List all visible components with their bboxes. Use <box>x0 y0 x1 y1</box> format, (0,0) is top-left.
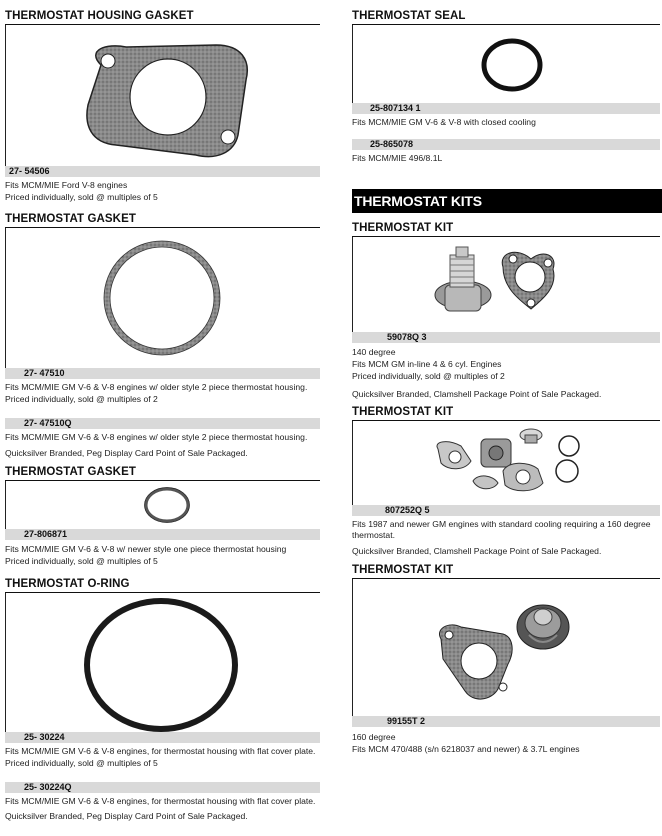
part-description: 140 degree <box>352 347 396 357</box>
part-description: Quicksilver Branded, Peg Display Card Point of Sale Packaged. <box>5 811 248 821</box>
part-number-bar <box>5 529 320 540</box>
part-number: 99155T 2 <box>387 716 426 726</box>
kit-illustration <box>353 421 661 505</box>
part-number-bar <box>352 505 660 516</box>
part-description: Priced individually, sold @ multiples of 5 <box>5 758 158 768</box>
part-description: Quicksilver Branded, Peg Display Card Point of Sale Packaged. <box>5 448 248 458</box>
kit-illustration <box>353 237 661 332</box>
gasket-image <box>5 228 320 368</box>
part-description: Fits MCM/MIE GM V-6 & V-8 engines, for thermostat housing with flat cover plate. <box>5 796 316 806</box>
part-number: 25- 30224 <box>24 732 65 742</box>
part-description: Fits MCM/MIE GM V-6 & V-8 w/ newer style one piece thermostat housing <box>5 544 287 554</box>
part-number: 807252Q 5 <box>385 505 430 515</box>
part-description: Priced individually, sold @ multiples of 5 <box>5 192 158 202</box>
section-title-housing-gasket: THERMOSTAT HOUSING GASKET <box>5 10 320 25</box>
part-description: Fits MCM/MIE Ford V-8 engines <box>5 180 128 190</box>
part-description: Fits MCM 470/488 (s/n 6218037 and newer) & 3.7L engines <box>352 744 580 754</box>
part-number: 59078Q 3 <box>387 332 427 342</box>
section-title-o-ring: THERMOSTAT O-RING <box>5 578 320 593</box>
part-number-bar <box>5 732 320 743</box>
section-title-seal: THERMOSTAT SEAL <box>352 10 660 25</box>
kit-image <box>352 421 660 505</box>
part-number-bar <box>5 782 320 793</box>
section-title-kit: THERMOSTAT KIT <box>352 564 660 579</box>
part-description: Fits MCM/MIE 496/8.1L <box>352 153 443 163</box>
part-description: 160 degree <box>352 732 396 742</box>
part-description: Quicksilver Branded, Clamshell Package Point of Sale Packaged. <box>352 546 602 556</box>
part-number: 27- 54506 <box>9 166 50 176</box>
part-number-bar <box>5 368 320 379</box>
part-number: 25- 30224Q <box>24 782 72 792</box>
o-ring-icon <box>556 436 579 482</box>
o-ring-image <box>5 593 320 732</box>
part-description: Quicksilver Branded, Clamshell Package Point of Sale Packaged. <box>352 389 602 399</box>
seal-illustration <box>353 25 661 103</box>
seal-image <box>352 25 660 103</box>
part-number-bar <box>352 716 660 727</box>
kit-image <box>352 237 660 332</box>
part-number-bar <box>5 166 320 177</box>
thermostat-icon <box>520 429 542 443</box>
o-ring-illustration <box>6 593 321 732</box>
thermostat-icon <box>435 247 491 311</box>
kit-illustration <box>353 579 661 716</box>
thermostat-kits-banner: THERMOSTAT KITS <box>352 189 662 213</box>
gasket-illustration <box>6 228 321 368</box>
part-number-bar <box>352 139 660 150</box>
part-description: Fits MCM/MIE GM V-6 & V-8 engines w/ older style 2 piece thermostat housing. <box>5 382 308 392</box>
part-description: Priced individually, sold @ multiples of 2 <box>352 371 505 381</box>
section-title-kit: THERMOSTAT KIT <box>352 406 660 421</box>
gasket-illustration <box>6 481 321 529</box>
gasket-icon <box>439 625 512 699</box>
part-number-bar <box>352 103 660 114</box>
thermostat-icon <box>517 605 569 649</box>
housing-gasket-illustration <box>6 25 321 166</box>
section-title-gasket: THERMOSTAT GASKET <box>5 466 320 481</box>
part-description: Fits MCM/MIE GM V-6 & V-8 engines w/ older style 2 piece thermostat housing. <box>5 432 308 442</box>
part-number: 27- 47510 <box>24 368 65 378</box>
part-description: Priced individually, sold @ multiples of 5 <box>5 556 158 566</box>
part-description: Fits MCM/MIE GM V-6 & V-8 engines, for thermostat housing with flat cover plate. <box>5 746 316 756</box>
part-number: 27- 47510Q <box>24 418 72 428</box>
gasket-icon <box>502 252 554 309</box>
gasket-image <box>5 481 320 529</box>
part-number: 27-806871 <box>24 529 68 539</box>
part-description: Fits 1987 and newer GM engines with standard cooling requiring a 160 degree thermostat. <box>352 519 651 540</box>
gasket-icon <box>437 442 471 469</box>
part-number: 25-865078 <box>370 139 414 149</box>
part-description: Fits MCM/MIE GM V-6 & V-8 with closed cooling <box>352 117 536 127</box>
kit-image <box>352 579 660 716</box>
section-title-kit: THERMOSTAT KIT <box>352 222 660 237</box>
section-title-gasket: THERMOSTAT GASKET <box>5 213 320 228</box>
housing-gasket-image <box>5 25 320 166</box>
part-number-bar <box>5 418 320 429</box>
part-number-bar <box>352 332 660 343</box>
part-number: 25-807134 1 <box>370 103 421 113</box>
part-description: Fits MCM GM in-line 4 & 6 cyl. Engines <box>352 359 502 369</box>
gasket-icon <box>473 463 543 491</box>
part-description: Priced individually, sold @ multiples of 2 <box>5 394 158 404</box>
cover-plate-icon <box>481 439 511 467</box>
